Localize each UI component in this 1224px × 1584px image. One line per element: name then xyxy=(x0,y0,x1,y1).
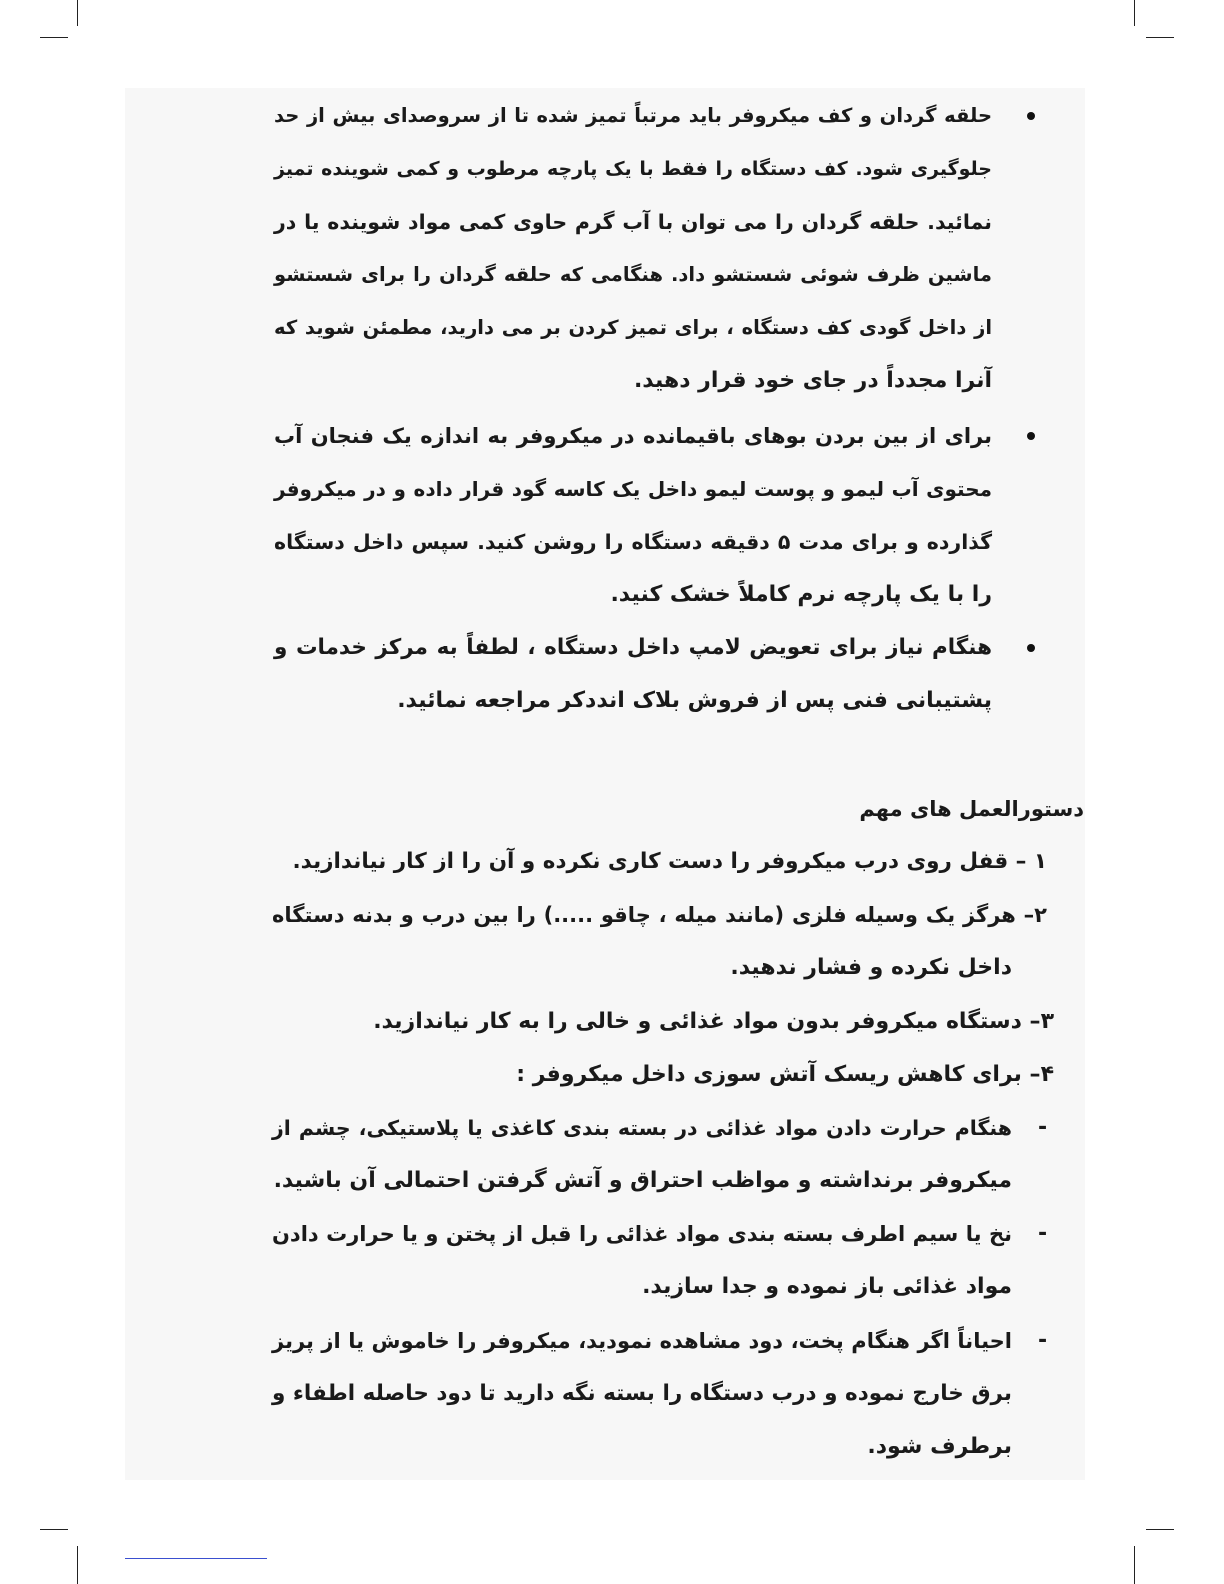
dash-marker: - xyxy=(1038,1328,1048,1353)
paragraph-line: ۲– هرگز یک وسیله فلزی (مانند میله ، چاقو .....) را بین درب و بدنه دستگاه xyxy=(272,903,1047,927)
crop-mark xyxy=(40,37,68,38)
paragraph-line: مواد غذائی باز نموده و جدا سازید. xyxy=(642,1274,1012,1299)
paragraph-line: داخل نکرده و فشار ندهید. xyxy=(730,955,1012,980)
paragraph-line: ۴– برای کاهش ریسک آتش سوزی داخل میکروفر : xyxy=(516,1062,1054,1087)
dash-marker: - xyxy=(1038,1115,1048,1140)
paragraph-line: گذارده و برای مدت ۵ دقیقه دستگاه را روشن کنید. سپس داخل دستگاه xyxy=(274,530,992,554)
paragraph-line: میکروفر برنداشته و مواظب احتراق و آتش گرفتن احتمالی آن باشید. xyxy=(273,1168,1012,1193)
paragraph-line: هنگام حرارت دادن مواد غذائی در بسته بندی کاغذی یا پلاستیکی، چشم از xyxy=(272,1116,1012,1140)
section-heading: دستورالعمل های مهم xyxy=(859,797,1084,821)
paragraph-line: ماشین ظرف شوئی شستشو داد. هنگامی که حلقه گردان را برای شستشو xyxy=(274,263,992,286)
paragraph-line: نمائید. حلقه گردان را می توان با آب گرم حاوی کمی مواد شوینده یا در xyxy=(274,210,992,234)
paragraph-line: ۱ – قفل روی درب میکروفر را دست کاری نکرده و آن را از کار نیاندازید. xyxy=(292,849,1047,874)
bullet-dot-icon xyxy=(1027,644,1035,652)
crop-mark xyxy=(1146,1529,1174,1530)
paragraph-line: هنگام نیاز برای تعویض لامپ داخل دستگاه ، لطفاً به مرکز خدمات و xyxy=(274,635,992,660)
crop-mark xyxy=(77,0,78,26)
crop-mark xyxy=(40,1529,68,1530)
paragraph-line: از داخل گودی کف دستگاه ، برای تمیز کردن بر می دارید، مطمئن شوید که xyxy=(274,316,992,339)
paragraph-line: برای از بین بردن بوهای باقیمانده در میکروفر به اندازه یک فنجان آب xyxy=(274,424,992,448)
crop-mark xyxy=(1134,1546,1135,1584)
paragraph-line: محتوی آب لیمو و پوست لیمو داخل یک کاسه گود قرار داده و در میکروفر xyxy=(274,477,992,501)
bullet-dot-icon xyxy=(1027,112,1035,120)
paragraph-line: آنرا مجدداً در جای خود قرار دهید. xyxy=(633,368,992,393)
bullet-dot-icon xyxy=(1027,432,1035,440)
crop-mark xyxy=(1146,37,1174,38)
paragraph-line: را با یک پارچه نرم کاملاً خشک کنید. xyxy=(610,582,992,607)
paragraph-line: جلوگیری شود. کف دستگاه را فقط با یک پارچه مرطوب و کمی شوینده تمیز xyxy=(274,158,992,180)
paragraph-line: نخ یا سیم اطرف بسته بندی مواد غذائی را قبل از پختن و یا حرارت دادن xyxy=(272,1222,1012,1246)
paragraph-line: احیاناً اگر هنگام پخت، دود مشاهده نمودید، میکروفر را خاموش یا از پریز xyxy=(272,1329,1012,1353)
paragraph-line: پشتیبانی فنی پس از فروش بلاک انددکر مراجعه نمائید. xyxy=(397,688,992,713)
footnote-rule xyxy=(125,1558,267,1559)
crop-mark xyxy=(77,1546,78,1584)
paragraph-line: برطرف شود. xyxy=(867,1434,1012,1459)
crop-mark xyxy=(1134,0,1135,26)
dash-marker: - xyxy=(1038,1221,1048,1246)
paragraph-line: حلقه گردان و کف میکروفر باید مرتباً تمیز شده تا از سروصدای بیش از حد xyxy=(274,104,992,127)
paragraph-line: ۳– دستگاه میکروفر بدون مواد غذائی و خالی را به کار نیاندازید. xyxy=(373,1009,1054,1034)
paragraph-line: برق خارج نموده و درب دستگاه را بسته نگه دارید تا دود حاصله اطفاء و xyxy=(272,1381,1012,1406)
